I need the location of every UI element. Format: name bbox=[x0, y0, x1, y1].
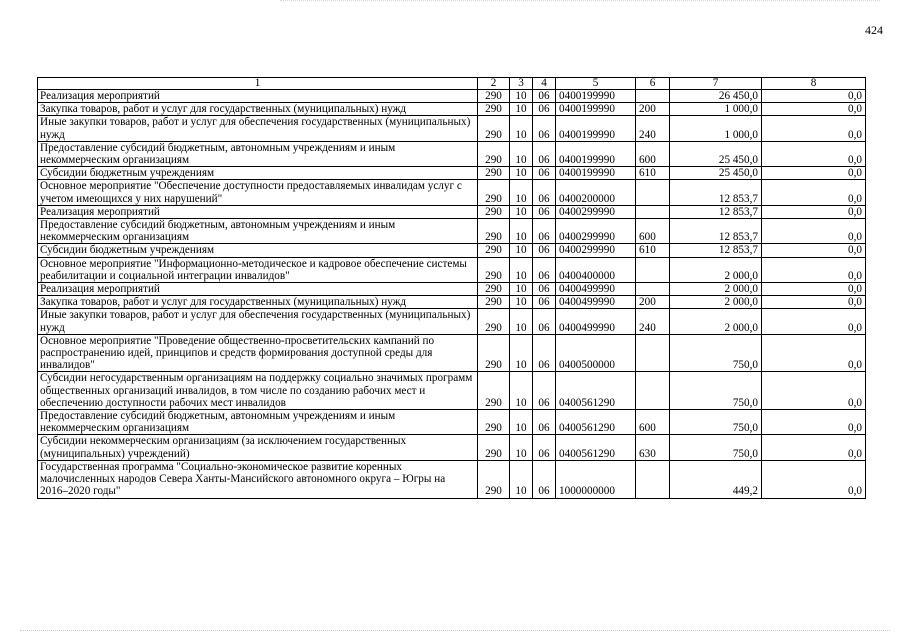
cell-col6: 200 bbox=[636, 103, 670, 116]
cell-col6 bbox=[636, 283, 670, 296]
row-name: Государственная программа "Социально-экономическое развитие коренных малочисленных народов Севера Ханты-Мансийского автономного округа – Югры на 2016–2020 годы" bbox=[38, 460, 478, 498]
cell-col3: 10 bbox=[510, 435, 533, 460]
cell-col6: 240 bbox=[636, 116, 670, 141]
cell-col7: 750,0 bbox=[670, 334, 762, 372]
cell-col5: 0400561290 bbox=[556, 372, 636, 410]
row-name: Субсидии негосударственным организациям на поддержку социально значимых программ общественных организаций инвалидов, в том числе по созданию рабочих мест и обеспечению доступности рабочих мест инвалидов bbox=[38, 372, 478, 410]
cell-col7: 750,0 bbox=[670, 372, 762, 410]
cell-col4: 06 bbox=[533, 180, 556, 205]
cell-col8: 0,0 bbox=[762, 410, 866, 435]
cell-col8: 0,0 bbox=[762, 372, 866, 410]
table-row bbox=[38, 435, 866, 460]
cell-col6 bbox=[636, 334, 670, 372]
cell-col4: 06 bbox=[533, 309, 556, 334]
table-row bbox=[38, 90, 866, 103]
cell-col2: 290 bbox=[478, 410, 510, 435]
cell-col2: 290 bbox=[478, 167, 510, 180]
cell-col7: 12 853,7 bbox=[670, 180, 762, 205]
table-row bbox=[38, 116, 866, 141]
cell-col2: 290 bbox=[478, 141, 510, 166]
cell-col6 bbox=[636, 205, 670, 218]
cell-col5: 0400500000 bbox=[556, 334, 636, 372]
table-row bbox=[38, 205, 866, 218]
cell-col2: 290 bbox=[478, 309, 510, 334]
cell-col3: 10 bbox=[510, 90, 533, 103]
cell-col6 bbox=[636, 460, 670, 498]
row-name: Основное мероприятие "Информационно-методическое и кадровое обеспечение системы реабилитации и социальной интеграции инвалидов" bbox=[38, 257, 478, 282]
cell-col2: 290 bbox=[478, 372, 510, 410]
cell-col5: 0400199990 bbox=[556, 103, 636, 116]
row-name: Иные закупки товаров, работ и услуг для обеспечения государственных (муниципальных) нужд bbox=[38, 116, 478, 141]
cell-col3: 10 bbox=[510, 180, 533, 205]
cell-col8: 0,0 bbox=[762, 167, 866, 180]
cell-col2: 290 bbox=[478, 90, 510, 103]
cell-col4: 06 bbox=[533, 372, 556, 410]
cell-col5: 0400199990 bbox=[556, 141, 636, 166]
row-name: Иные закупки товаров, работ и услуг для обеспечения государственных (муниципальных) нужд bbox=[38, 309, 478, 334]
scan-artifact-bottom bbox=[20, 630, 890, 634]
cell-col4: 06 bbox=[533, 116, 556, 141]
cell-col6 bbox=[636, 90, 670, 103]
table-row bbox=[38, 219, 866, 244]
cell-col2: 290 bbox=[478, 257, 510, 282]
cell-col2: 290 bbox=[478, 103, 510, 116]
cell-col3: 10 bbox=[510, 257, 533, 282]
cell-col6 bbox=[636, 372, 670, 410]
cell-col3: 10 bbox=[510, 205, 533, 218]
cell-col8: 0,0 bbox=[762, 435, 866, 460]
cell-col6: 600 bbox=[636, 141, 670, 166]
cell-col7: 1 000,0 bbox=[670, 103, 762, 116]
cell-col7: 12 853,7 bbox=[670, 219, 762, 244]
table-row bbox=[38, 372, 866, 410]
cell-col5: 0400299990 bbox=[556, 205, 636, 218]
cell-col5: 0400299990 bbox=[556, 244, 636, 257]
cell-col3: 10 bbox=[510, 219, 533, 244]
cell-col8: 0,0 bbox=[762, 460, 866, 498]
cell-col4: 06 bbox=[533, 219, 556, 244]
cell-col6 bbox=[636, 180, 670, 205]
cell-col7: 1 000,0 bbox=[670, 116, 762, 141]
cell-col6: 240 bbox=[636, 309, 670, 334]
table-row bbox=[38, 141, 866, 166]
cell-col4: 06 bbox=[533, 296, 556, 309]
cell-col6: 630 bbox=[636, 435, 670, 460]
row-name: Предоставление субсидий бюджетным, автономным учреждениям и иным некоммерческим организациям bbox=[38, 219, 478, 244]
column-header: 8 bbox=[762, 78, 866, 90]
cell-col5: 0400299990 bbox=[556, 219, 636, 244]
cell-col3: 10 bbox=[510, 460, 533, 498]
column-header: 6 bbox=[636, 78, 670, 90]
cell-col3: 10 bbox=[510, 296, 533, 309]
cell-col6: 200 bbox=[636, 296, 670, 309]
cell-col8: 0,0 bbox=[762, 103, 866, 116]
column-header: 4 bbox=[533, 78, 556, 90]
table-row bbox=[38, 180, 866, 205]
row-name: Реализация мероприятий bbox=[38, 205, 478, 218]
cell-col4: 06 bbox=[533, 283, 556, 296]
cell-col4: 06 bbox=[533, 257, 556, 282]
cell-col4: 06 bbox=[533, 460, 556, 498]
cell-col4: 06 bbox=[533, 244, 556, 257]
cell-col5: 0400199990 bbox=[556, 167, 636, 180]
budget-table bbox=[37, 77, 866, 499]
cell-col3: 10 bbox=[510, 334, 533, 372]
row-name: Реализация мероприятий bbox=[38, 90, 478, 103]
cell-col4: 06 bbox=[533, 167, 556, 180]
cell-col4: 06 bbox=[533, 410, 556, 435]
cell-col3: 10 bbox=[510, 103, 533, 116]
table-row bbox=[38, 410, 866, 435]
table-row bbox=[38, 334, 866, 372]
cell-col3: 10 bbox=[510, 167, 533, 180]
cell-col2: 290 bbox=[478, 219, 510, 244]
row-name: Основное мероприятие "Обеспечение доступности предоставляемых инвалидам услуг с учетом имеющихся у них нарушений" bbox=[38, 180, 478, 205]
cell-col6: 600 bbox=[636, 219, 670, 244]
table-row bbox=[38, 283, 866, 296]
cell-col3: 10 bbox=[510, 116, 533, 141]
row-name: Субсидии бюджетным учреждениям bbox=[38, 244, 478, 257]
cell-col8: 0,0 bbox=[762, 180, 866, 205]
cell-col6: 610 bbox=[636, 167, 670, 180]
cell-col2: 290 bbox=[478, 296, 510, 309]
cell-col3: 10 bbox=[510, 244, 533, 257]
cell-col5: 0400499990 bbox=[556, 309, 636, 334]
row-name: Закупка товаров, работ и услуг для государственных (муниципальных) нужд bbox=[38, 296, 478, 309]
row-name: Предоставление субсидий бюджетным, автономным учреждениям и иным некоммерческим организациям bbox=[38, 410, 478, 435]
cell-col5: 1000000000 bbox=[556, 460, 636, 498]
cell-col5: 0400200000 bbox=[556, 180, 636, 205]
cell-col7: 750,0 bbox=[670, 435, 762, 460]
cell-col8: 0,0 bbox=[762, 283, 866, 296]
cell-col2: 290 bbox=[478, 180, 510, 205]
cell-col6: 610 bbox=[636, 244, 670, 257]
row-name: Субсидии некоммерческим организациям (за исключением государственных (муниципальных) учреждений) bbox=[38, 435, 478, 460]
cell-col8: 0,0 bbox=[762, 205, 866, 218]
cell-col4: 06 bbox=[533, 435, 556, 460]
cell-col2: 290 bbox=[478, 205, 510, 218]
cell-col8: 0,0 bbox=[762, 257, 866, 282]
cell-col7: 750,0 bbox=[670, 410, 762, 435]
table-row bbox=[38, 296, 866, 309]
scan-artifact-top bbox=[280, 0, 880, 4]
cell-col6: 600 bbox=[636, 410, 670, 435]
cell-col8: 0,0 bbox=[762, 141, 866, 166]
cell-col5: 0400499990 bbox=[556, 283, 636, 296]
row-name: Предоставление субсидий бюджетным, автономным учреждениям и иным некоммерческим организациям bbox=[38, 141, 478, 166]
cell-col2: 290 bbox=[478, 116, 510, 141]
cell-col3: 10 bbox=[510, 283, 533, 296]
cell-col5: 0400561290 bbox=[556, 410, 636, 435]
row-name: Основное мероприятие "Проведение общественно-просветительских кампаний по распространению идей, принципов и средств формирования доступной среды для инвалидов" bbox=[38, 334, 478, 372]
cell-col2: 290 bbox=[478, 244, 510, 257]
table-row bbox=[38, 103, 866, 116]
cell-col5: 0400499990 bbox=[556, 296, 636, 309]
cell-col7: 2 000,0 bbox=[670, 257, 762, 282]
row-name: Реализация мероприятий bbox=[38, 283, 478, 296]
cell-col7: 2 000,0 bbox=[670, 283, 762, 296]
cell-col4: 06 bbox=[533, 141, 556, 166]
cell-col5: 0400199990 bbox=[556, 90, 636, 103]
cell-col5: 0400199990 bbox=[556, 116, 636, 141]
cell-col4: 06 bbox=[533, 103, 556, 116]
column-header: 5 bbox=[556, 78, 636, 90]
table-row bbox=[38, 257, 866, 282]
table-row bbox=[38, 244, 866, 257]
cell-col8: 0,0 bbox=[762, 116, 866, 141]
column-header: 2 bbox=[478, 78, 510, 90]
cell-col4: 06 bbox=[533, 205, 556, 218]
cell-col7: 12 853,7 bbox=[670, 205, 762, 218]
cell-col7: 449,2 bbox=[670, 460, 762, 498]
cell-col7: 2 000,0 bbox=[670, 309, 762, 334]
row-name: Закупка товаров, работ и услуг для государственных (муниципальных) нужд bbox=[38, 103, 478, 116]
cell-col4: 06 bbox=[533, 90, 556, 103]
cell-col2: 290 bbox=[478, 283, 510, 296]
table-row bbox=[38, 309, 866, 334]
cell-col8: 0,0 bbox=[762, 244, 866, 257]
cell-col3: 10 bbox=[510, 309, 533, 334]
column-header: 7 bbox=[670, 78, 762, 90]
cell-col7: 25 450,0 bbox=[670, 167, 762, 180]
column-header: 3 bbox=[510, 78, 533, 90]
cell-col8: 0,0 bbox=[762, 309, 866, 334]
cell-col5: 0400400000 bbox=[556, 257, 636, 282]
cell-col6 bbox=[636, 257, 670, 282]
cell-col4: 06 bbox=[533, 334, 556, 372]
cell-col7: 12 853,7 bbox=[670, 244, 762, 257]
cell-col8: 0,0 bbox=[762, 219, 866, 244]
cell-col8: 0,0 bbox=[762, 296, 866, 309]
table-row bbox=[38, 460, 866, 498]
column-header: 1 bbox=[38, 78, 478, 90]
cell-col2: 290 bbox=[478, 460, 510, 498]
cell-col2: 290 bbox=[478, 435, 510, 460]
cell-col7: 26 450,0 bbox=[670, 90, 762, 103]
cell-col8: 0,0 bbox=[762, 334, 866, 372]
row-name: Субсидии бюджетным учреждениям bbox=[38, 167, 478, 180]
page-number: 424 bbox=[865, 23, 883, 37]
table-row bbox=[38, 167, 866, 180]
table-header-row bbox=[38, 78, 866, 90]
cell-col7: 2 000,0 bbox=[670, 296, 762, 309]
cell-col2: 290 bbox=[478, 334, 510, 372]
cell-col7: 25 450,0 bbox=[670, 141, 762, 166]
cell-col3: 10 bbox=[510, 410, 533, 435]
cell-col3: 10 bbox=[510, 372, 533, 410]
cell-col8: 0,0 bbox=[762, 90, 866, 103]
cell-col5: 0400561290 bbox=[556, 435, 636, 460]
cell-col3: 10 bbox=[510, 141, 533, 166]
